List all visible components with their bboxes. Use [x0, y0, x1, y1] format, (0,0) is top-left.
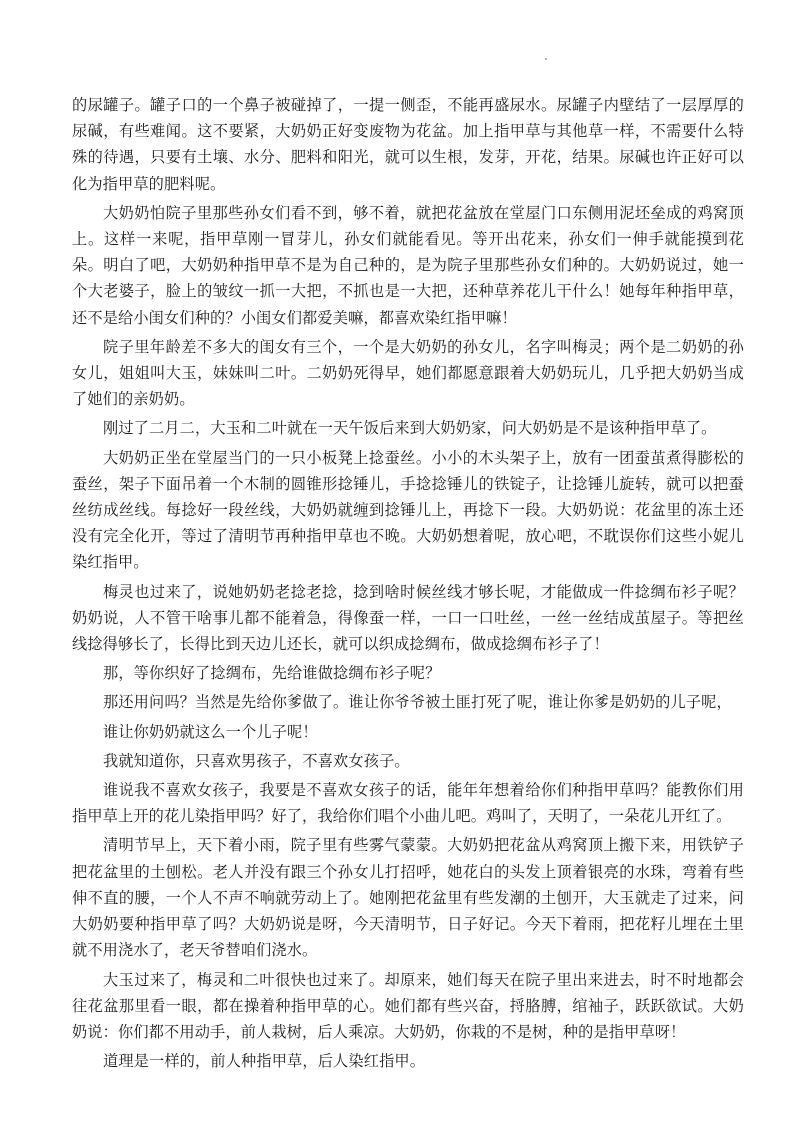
document-body: [72, 92, 744, 1074]
paragraph-6: 梅灵也过来了，说她奶奶老捻老捻，捻到啥时候丝线才够长呢，才能做成一件捻绸布衫子呢？奶奶说，人不管干啥事儿都不能着急，得像蚕一样，一口一口吐丝，一丝一丝结成茧屋子。等把丝线捻得够长了，长得比到天边儿还长，就可以织成捻绸布，做成捻绸布衫子了！: [72, 582, 744, 654]
paragraph-1: 的尿罐子。罐子口的一个鼻子被碰掉了，一提一侧歪，不能再盛尿水。尿罐子内壁结了一层厚厚的尿碱，有些难闻。这不要紧，大奶奶正好变废物为花盆。加上指甲草与其他草一样，不需要什么特殊的待遇，只要有土壤、水分、肥料和阳光，就可以生根，发芽，开花，结果。尿碱也许正好可以化为指甲草的肥料呢。: [72, 96, 744, 193]
paragraph-2: 大奶奶怕院子里那些孙女们看不到，够不着，就把花盆放在堂屋门口东侧用泥坯垒成的鸡窝顶上。这样一来呢，指甲草刚一冒芽儿，孙女们就能看见。等开出花来，孙女们一伸手就能摸到花朵。明白了吧，大奶奶种指甲草不是为自己种的，是为院子里那些孙女们种的。大奶奶说过，她一个大老婆子，脸上的皱纹一抓一大把，不抓也是一大把，还种草养花儿干什么！她每年种指甲草，还不是给小闺女们种的？小闺女们都爱美嘛，都喜欢染红指甲嘛！: [72, 203, 744, 327]
paragraph-10: 我就知道你，只喜欢男孩子，不喜欢女孩子。: [103, 751, 410, 770]
paragraph-12: 清明节早上，天下着小雨，院子里有些雾气蒙蒙。大奶奶把花盆从鸡窝顶上搬下来，用铁铲子把花盆里的土刨松。老人并没有跟三个孙女儿打招呼，她花白的头发上顶着银亮的水珠，弯着有些伸不直的腰，一个人不声不响就劳动上了。她刚把花盆里有些发潮的土刨开，大玉就走了过来，问大奶奶要种指甲草了吗？大奶奶说是呀，今天清明节，日子好记。今天下着雨，把花籽儿埋在土里就不用浇水了，老天爷替咱们浇水。: [72, 836, 744, 960]
paragraph-4: 刚过了二月二，大玉和二叶就在一天午饭后来到大奶奶家，问大奶奶是不是该种指甲草了。: [103, 419, 717, 438]
paragraph-8: 那还用问吗？当然是先给你爹做了。谁让你爷爷被土匪打死了呢，谁让你爹是奶奶的儿子呢，: [103, 693, 732, 712]
paragraph-13: 大玉过来了，梅灵和二叶很快也过来了。却原来，她们每天在院子里出来进去，时不时地都会往花盆那里看一眼，都在操着种指甲草的心。她们都有些兴奋，捋胳膊，绾袖子，跃跃欲试。大奶奶说：你们都不用动手，前人栽树，后人乘凉。大奶奶，你栽的不是树，种的是指甲草呀！: [72, 970, 744, 1041]
paragraph-5: 大奶奶正坐在堂屋当门的一只小板凳上捻蚕丝。小小的木头架子上，放有一团蚕茧煮得膨松的蚕丝，架子下面吊着一个木制的圆锥形捻锤儿，手捻捻锤儿的铁锭子，让捻锤儿旋转，就可以把蚕丝纺成丝线。每捻好一段丝线，大奶奶就缠到捻锤儿上，再捻下一段。大奶奶说：花盆里的冻土还没有完全化开，等过了清明节再种指甲草也不晚。大奶奶想着呢，放心吧，不耽误你们这些小妮儿染红指甲。: [72, 448, 744, 572]
paragraph-14: 道理是一样的，前人种指甲草，后人染红指甲。: [103, 1052, 426, 1071]
page-dot: [545, 58, 547, 60]
paragraph-7: 那，等你织好了捻绸布，先给谁做捻绸布衫子呢？: [103, 664, 441, 683]
paragraph-9: 谁让你奶奶就这么一个儿子呢！: [103, 722, 318, 741]
paragraph-3: 院子里年龄差不多大的闺女有三个，一个是大奶奶的孙女儿，名字叫梅灵；两个是二奶奶的孙女儿，姐姐叫大玉，妹妹叫二叶。二奶奶死得早，她们都愿意跟着大奶奶玩儿，几乎把大奶奶当成了她们的亲奶奶。: [72, 337, 744, 409]
paragraph-11: 谁说我不喜欢女孩子，我要是不喜欢女孩子的话，能年年想着给你们种指甲草吗？能教你们用指甲草上开的花儿染指甲吗？好了，我给你们唱个小曲儿吧。鸡叫了，天明了，一朵花儿开红了。: [72, 781, 744, 826]
